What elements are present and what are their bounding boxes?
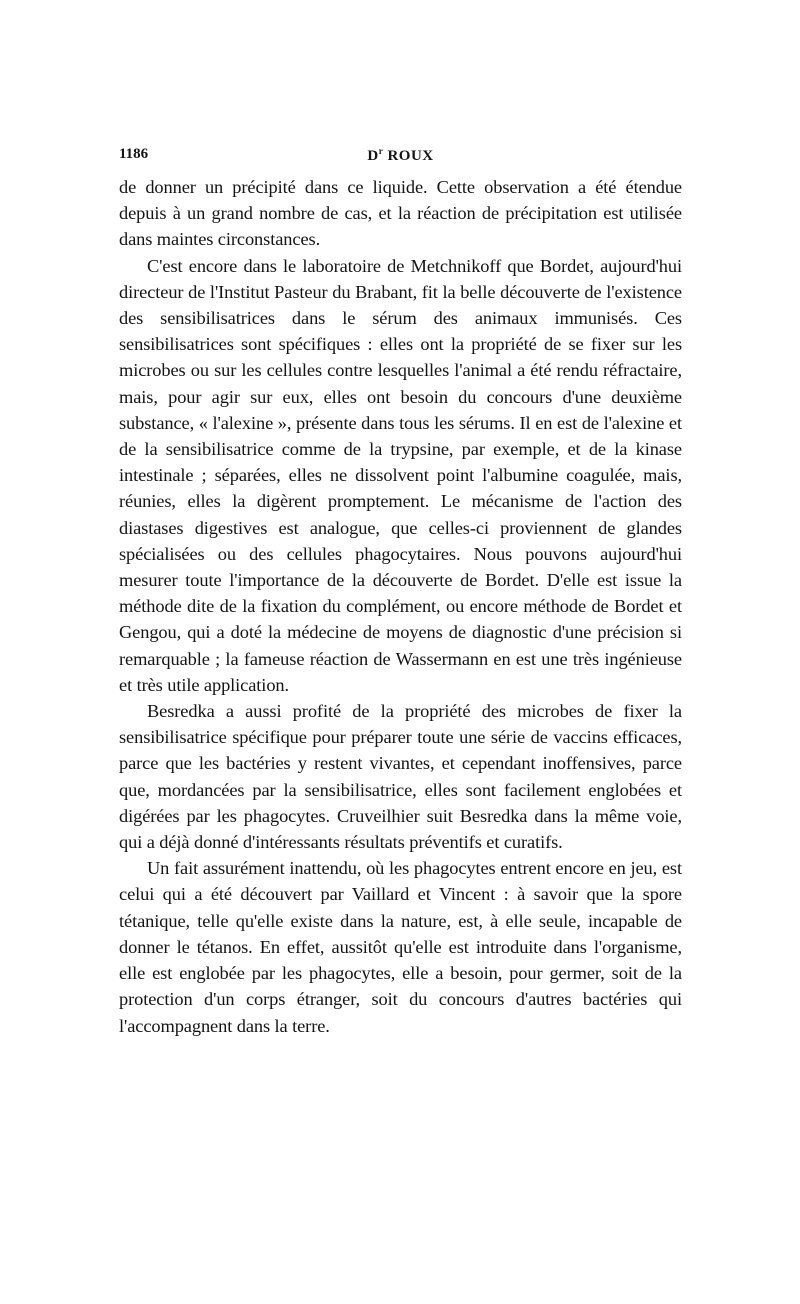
body-text bbox=[119, 174, 682, 1039]
paragraph-spore-tetanique: Un fait assurément inattendu, où les phagocytes entrent encore en jeu, est celui qui a été découvert par Vaillard et Vincent : à savoir que la spore tétanique, telle qu'elle existe dans la nature, est, à elle seule, incapable de donner le tétanos. En effet, aussitôt qu'elle est introduite dans l'organisme, elle est englobée par les phagocytes, elle a besoin, pour germer, soit de la protection d'un corps étranger, soit du concours d'autres bactéries qui l'accompagnent dans la terre. bbox=[119, 858, 682, 1036]
page-header-author bbox=[119, 146, 682, 165]
page-number: 1186 bbox=[119, 146, 149, 162]
running-head bbox=[119, 146, 682, 168]
author-prefix-superscript: r bbox=[378, 146, 384, 156]
paragraph-continuation: de donner un précipité dans ce liquide. Cette observation a été étendue depuis à un grand nombre de cas, et la réaction de précipitation est utilisée dans maintes circonstances. bbox=[119, 177, 682, 250]
paragraph-besredka-vaccins: Besredka a aussi profité de la propriété des microbes de fixer la sensibilisatrice spécifique pour préparer toute une série de vaccins efficaces, parce que les bactéries y restent vivantes, et cependant inoffensives, parce que, mordancées par la sensibilisatrice, elles sont facilement englobées et digérées par les phagocytes. Cruveilhier suit Besredka dans la même voie, qui a déjà donné d'intéressants résultats préventifs et curatifs. bbox=[119, 701, 682, 853]
paragraph-bordet-sensibilisatrices: C'est encore dans le laboratoire de Metchnikoff que Bordet, aujourd'hui directeur de l'Institut Pasteur du Brabant, fit la belle découverte de l'existence des sensibilisatrices dans le sérum des animaux immunisés. Ces sensibilisatrices sont spécifiques : elles ont la propriété de se fixer sur les microbes ou sur les cellules contre lesquelles l'animal a été rendu réfractaire, mais, pour agir sur eux, elles ont besoin du concours d'une deuxième substance, « l'alexine », présente dans tous les sérums. Il en est de l'alexine et de la sensibilisatrice comme de la trypsine, par exemple, et de la kinase intestinale ; séparées, elles ne dissolvent point l'albumine coagulée, mais, réunies, elles la digèrent promptement. Le mécanisme de l'action des diastases digestives est analogue, que celles-ci proviennent de glandes spécialisées ou des cellules phagocytaires. Nous pouvons aujourd'hui mesurer toute l'importance de la découverte de Bordet. D'elle est issue la méthode dite de la fixation du complément, ou encore méthode de Bordet et Gengou, qui a doté la médecine de moyens de diagnostic d'une précision si remarquable ; la fameuse réaction de Wassermann en est une très ingénieuse et très utile application. bbox=[119, 255, 682, 695]
author-name: ROUX bbox=[387, 148, 434, 164]
book-page bbox=[119, 146, 682, 1039]
author-prefix: D bbox=[367, 148, 379, 164]
